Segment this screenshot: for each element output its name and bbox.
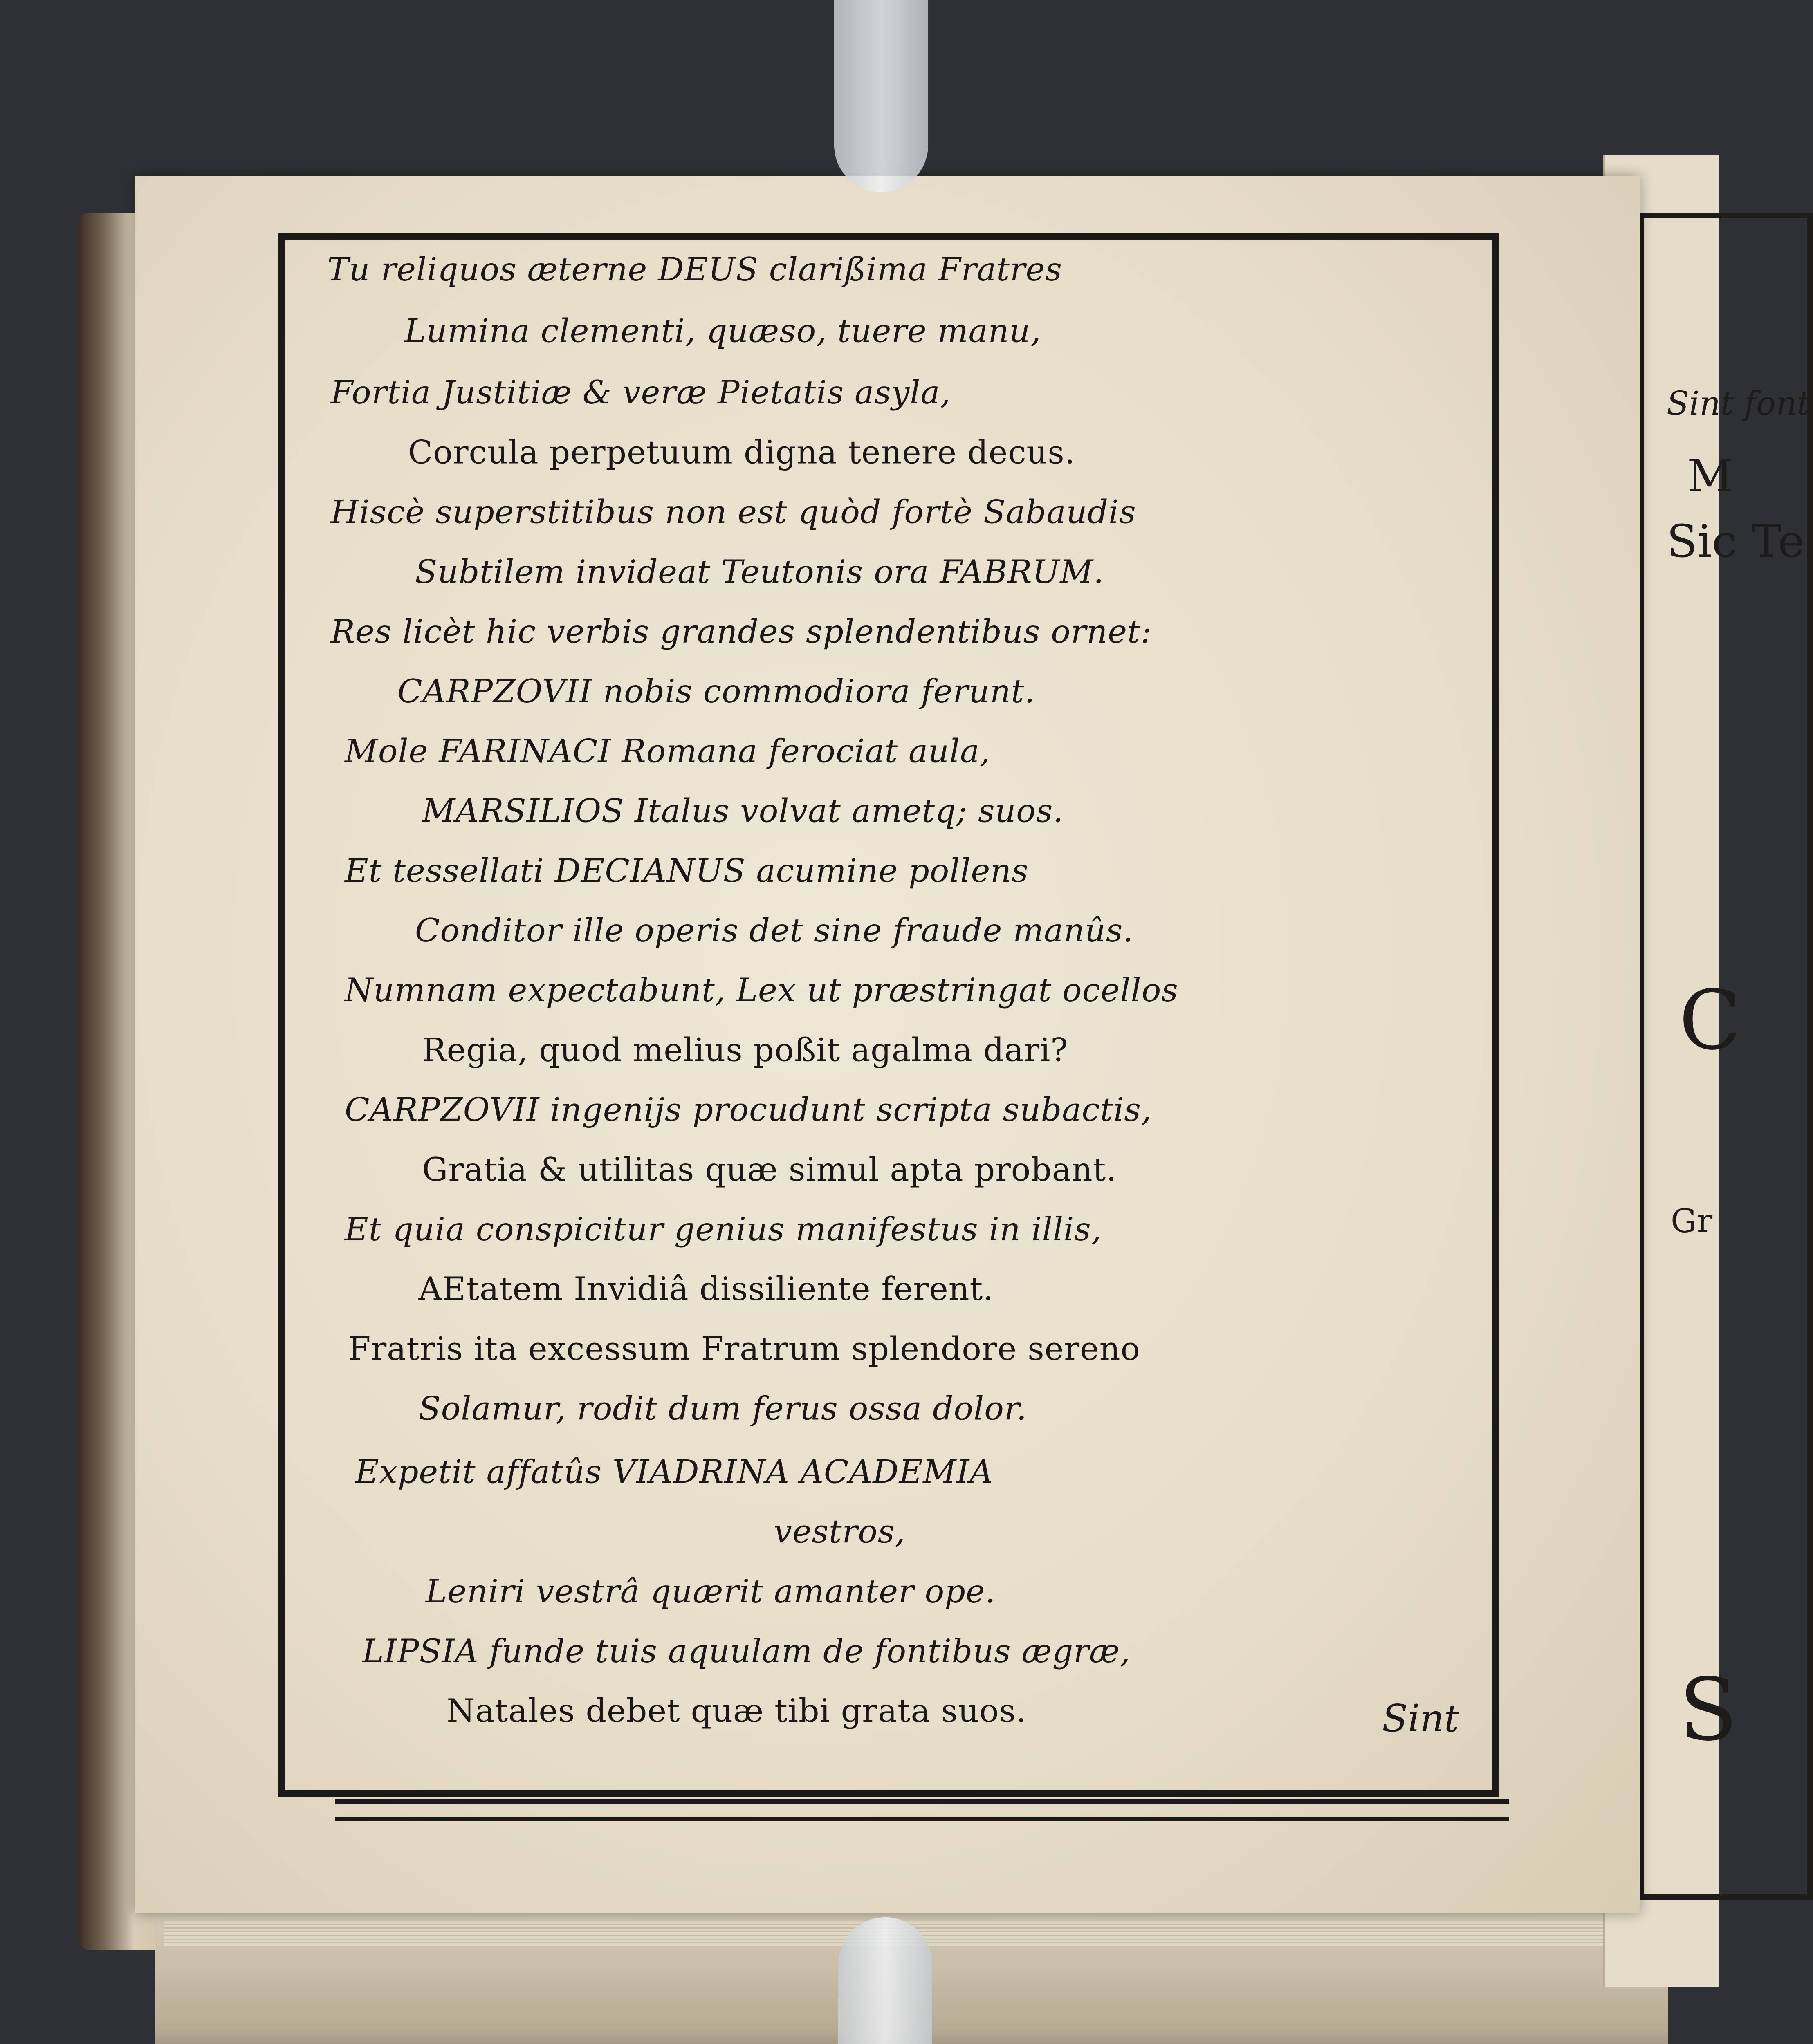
poem-line: Lumina clementi, quæso, tuere manu, — [404, 312, 1041, 350]
poem-line: Et quia conspicitur genius manifestus in illis, — [345, 1210, 1102, 1248]
facing-text: Sic Te — [1667, 515, 1805, 567]
poem-line: Gratia & utilitas quæ simul apta probant. — [422, 1150, 1117, 1188]
poem-line: Fratris ita excessum Fratrum splendore sereno — [348, 1330, 1140, 1368]
poem-line: Fortia Justitiæ & veræ Pietatis asyla, — [330, 374, 951, 412]
poem-line: Solamur, rodit dum ferus ossa dolor. — [418, 1390, 1027, 1428]
poem-line: Et tessellati DECIANUS acumine pollens — [345, 852, 1029, 890]
poem-line: Hiscè superstitibus non est quòd fortè Sabaudis — [330, 493, 1136, 531]
poem-line: Corcula perpetuum digna tenere decus. — [408, 433, 1075, 471]
poem-line: Numnam expectabunt, Lex ut præstringat ocellos — [345, 971, 1178, 1009]
frame-base-rule — [335, 1799, 1509, 1821]
poem-line: LIPSIA funde tuis aquulam de fontibus ægræ, — [362, 1632, 1131, 1670]
poem-line: Subtilem invideat Teutonis ora FABRUM. — [415, 553, 1104, 591]
poem-line: Leniri vestrâ quærit amanter ope. — [425, 1572, 996, 1610]
poem-line: Conditor ille operis det sine fraude manûs. — [415, 911, 1134, 949]
facing-text: Gr — [1671, 1202, 1713, 1240]
page-clip-top — [834, 0, 928, 192]
poem-line: Natales debet quæ tibi grata suos. — [447, 1692, 1027, 1730]
poem-line: CARPZOVII nobis commodiora ferunt. — [397, 672, 1035, 710]
poem-line: vestros, — [774, 1513, 906, 1551]
poem-line: Tu reliquos æterne DEUS clarißima Fratres — [327, 251, 1062, 289]
poem-line: AEtatem Invidiâ dissiliente ferent. — [418, 1270, 994, 1308]
poem-line: Regia, quod melius poßit agalma dari? — [422, 1031, 1068, 1069]
poem-line: Res licèt hic verbis grandes splendentibus ornet: — [330, 612, 1152, 650]
facing-text: S — [1679, 1660, 1738, 1760]
catchword: Sint — [1382, 1697, 1459, 1740]
page-clip-bottom — [838, 1917, 932, 2044]
poem-line: Mole FARINACI Romana ferociat aula, — [345, 732, 991, 770]
facing-text: Sint font — [1667, 384, 1810, 422]
poem-line: CARPZOVII ingenijs procudunt scripta subactis, — [345, 1091, 1152, 1129]
poem-line: MARSILIOS Italus volvat ametq; suos. — [422, 792, 1064, 830]
facing-text: C — [1679, 973, 1742, 1068]
poem-line: Expetit affatûs VIADRINA ACADEMIA — [355, 1453, 994, 1491]
facing-text: M — [1687, 450, 1733, 502]
